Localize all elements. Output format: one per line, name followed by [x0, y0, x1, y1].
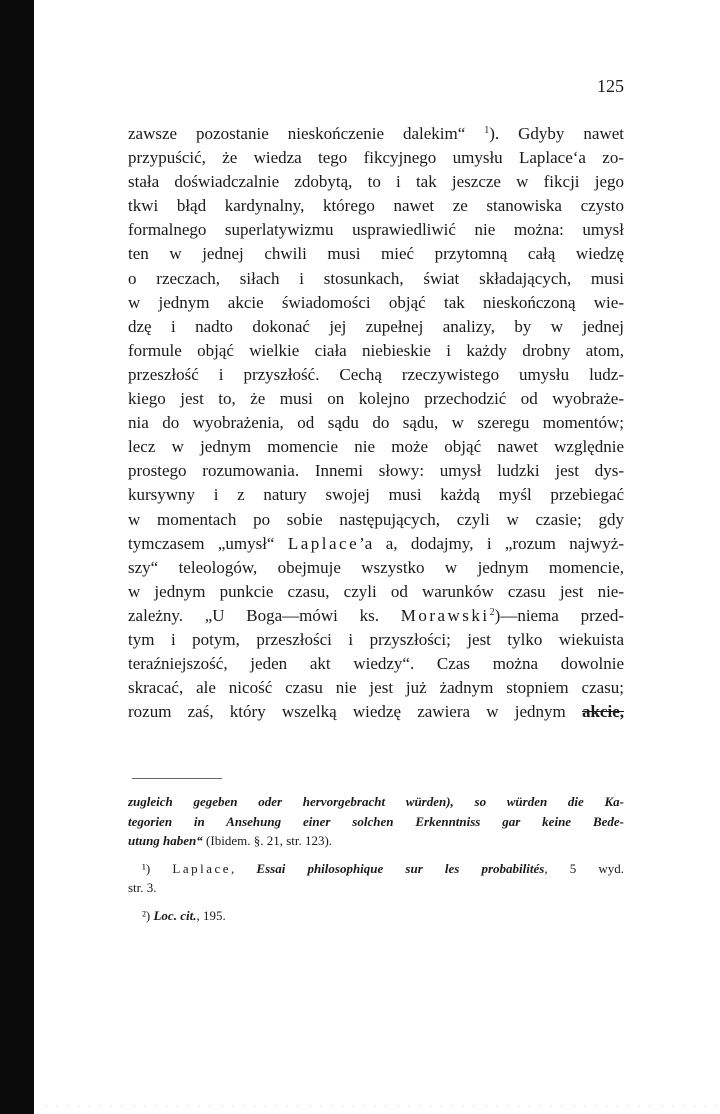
line-text: w jednym punkcie czasu, czyli od warunków czasu jest nie- — [128, 581, 624, 601]
text-line — [128, 363, 624, 387]
text-line — [128, 122, 624, 146]
spaced-name: Morawski — [400, 605, 490, 625]
footnote-2 — [128, 906, 624, 926]
line-text: formule objąć wielkie ciała niebieskie i każdy drobny atom, — [128, 340, 624, 360]
line-text: ten w jednej chwili musi mieć przytomną całą wiedzę — [128, 244, 624, 264]
line-text: tkwi błąd kardynalny, którego nawet ze stanowiska czysto — [128, 196, 624, 216]
text-line — [128, 218, 624, 242]
line-text: kursywny i z natury swojej musi każdą myśl przebiegać — [128, 485, 624, 505]
line-text: przypuścić, że wiedza tego fikcyjnego umysłu Laplace‘a zo- — [128, 148, 624, 168]
line-text: w jednym akcie świadomości objąć tak nieskończoną wie- — [128, 292, 624, 312]
text-line — [128, 532, 624, 556]
footnote-1-title: Essai philosophique sur les probabilités — [256, 860, 545, 876]
line-text: w momentach po sobie następujących, czyli w czasie; gdy — [128, 509, 624, 529]
text-line — [128, 580, 624, 604]
footnote-marker: 2 — [489, 606, 495, 618]
line-text: )—niema przed- — [494, 605, 624, 625]
line-text: kiego jest to, że musi on kolejno przechodzić od wyobraże- — [128, 389, 624, 409]
text-line — [128, 194, 624, 218]
scan-noise — [40, 1104, 720, 1108]
footnote-continuation-line: zugleich gegeben oder hervorgebracht würden), so würden die Ka- — [128, 794, 624, 809]
footnote-italic-text: utung haben“ — [128, 833, 203, 848]
text-line — [128, 435, 624, 459]
footnote-1-continuation: str. 3. — [128, 880, 157, 895]
line-text: przeszłość i przyszłość. Cechą rzeczywistego umysłu ludz- — [128, 364, 624, 384]
footnote-1: ¹) Laplace, Essai philosophique sur les probabilités, 5 wyd. — [142, 860, 624, 876]
footnote-reference: (Ibidem. §. 21, str. 123). — [202, 833, 333, 848]
text-line — [128, 676, 624, 700]
scan-edge-shadow — [0, 0, 34, 1114]
line-text: stała doświadczalnie zdobytą, to i tak jeszcze w fikcji jego — [128, 172, 624, 192]
line-text: formalnego superlatywizmu usprawiedliwić nie można: umysł — [128, 220, 624, 240]
text-line — [128, 411, 624, 435]
text-line — [128, 556, 624, 580]
text-line — [128, 339, 624, 363]
line-text: dzę i nadto dokonać jej zupełnej analizy, by w jednej — [128, 316, 624, 336]
text-line — [128, 604, 624, 628]
line-text: szy“ teleologów, obejmuje wszystko w jednym momencie, — [128, 557, 624, 577]
text-line — [128, 483, 624, 507]
line-text: rozum zaś, który wszelką wiedzę zawiera w jednym — [128, 702, 582, 722]
text-line — [128, 387, 624, 411]
struck-word: akcie, — [581, 702, 624, 722]
line-text: nia do wyobrażenia, od sądu do sądu, w szeregu momentów; — [128, 413, 624, 433]
text-line — [128, 652, 624, 676]
text-line — [128, 700, 624, 724]
line-text: tymczasem „umysł“ — [128, 533, 288, 553]
line-text: tym i potym, przeszłości i przyszłości; jest tylko wiekuista — [128, 629, 624, 649]
footnote-marker: 1 — [484, 125, 490, 136]
line-text: zawsze pozostanie nieskończenie dalekim“ — [128, 124, 485, 143]
footnote-1-author: Laplace — [172, 860, 232, 876]
footnote-2-ref: Loc. cit. — [153, 907, 197, 923]
text-line — [128, 628, 624, 652]
spaced-name: Laplace — [287, 533, 360, 553]
text-line — [128, 459, 624, 483]
footnotes — [128, 792, 624, 925]
footnote-2-rest: , 195. — [196, 907, 226, 923]
line-text: o rzeczach, siłach i stosunkach, świat składających, musi — [128, 268, 624, 288]
line-text: lecz w jednym momencie nie może objąć nawet względnie — [128, 437, 624, 457]
footnote-1-rest: , 5 wyd. — [544, 860, 624, 876]
text-line — [128, 315, 624, 339]
text-line — [128, 242, 624, 266]
footnote-separator — [132, 778, 222, 779]
line-text: zależny. „U Boga—mówi ks. — [128, 605, 401, 625]
text-line — [128, 170, 624, 194]
page-number: 125 — [597, 76, 624, 96]
main-text — [128, 122, 624, 724]
line-text: skracać, ale nicość czasu nie jest już żadnym stopniem czasu; — [128, 678, 624, 698]
text-line — [128, 267, 624, 291]
line-text: teraźniejszość, jeden akt wiedzy“. Czas można dowolnie — [128, 654, 624, 674]
text-line — [128, 508, 624, 532]
line-text: prostego rozumowania. Innemi słowy: umysł ludzki jest dys- — [128, 461, 624, 481]
footnote-2-marker: ²) — [142, 907, 151, 923]
text-line — [128, 291, 624, 315]
footnote-1-marker: ¹) — [142, 860, 151, 876]
line-text: ). Gdyby nawet — [489, 124, 624, 143]
footnote-continuation-line: tegorien in Ansehung einer solchen Erkenntniss gar keine Bede- — [128, 813, 624, 829]
text-line — [128, 146, 624, 170]
footnote-continuation-end — [128, 831, 624, 851]
line-text: ’a a, dodajmy, i „rozum najwyż- — [359, 533, 624, 553]
